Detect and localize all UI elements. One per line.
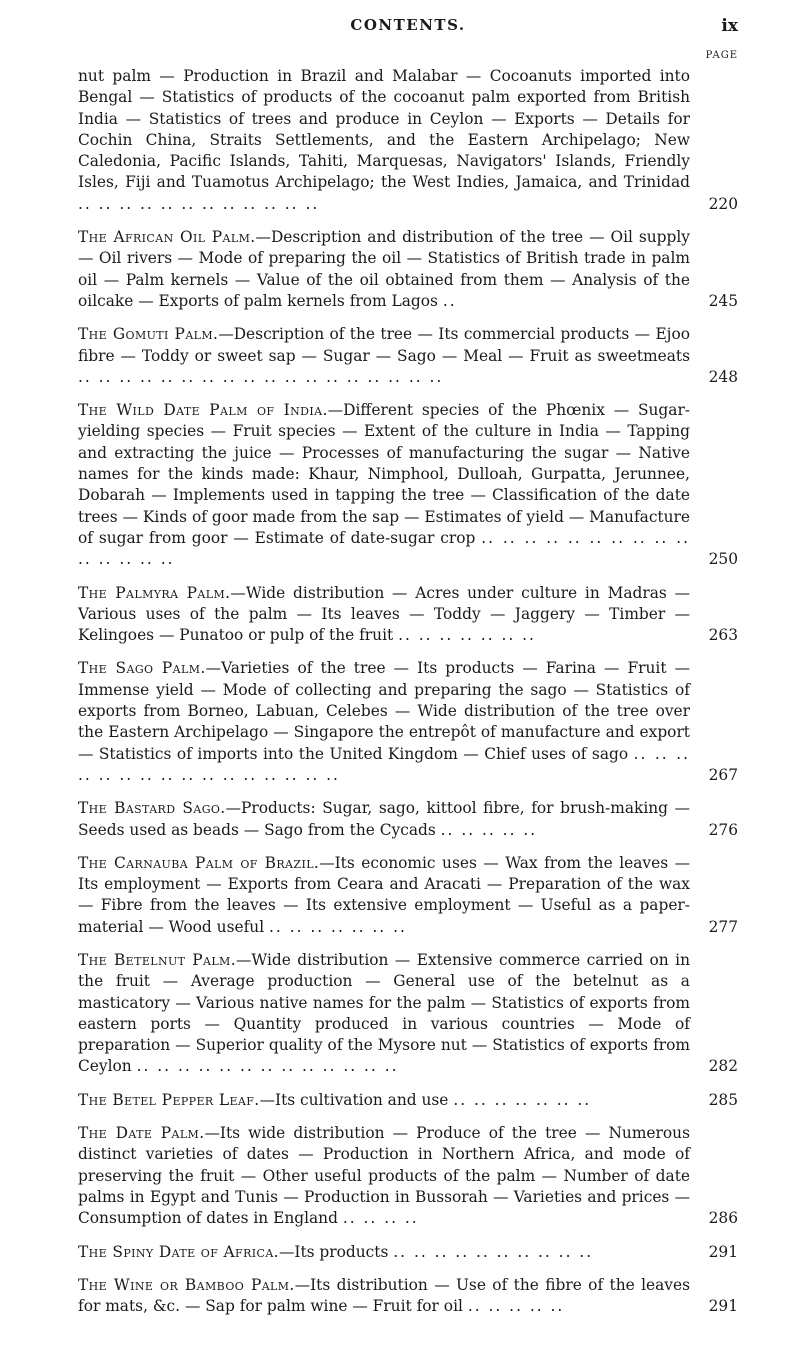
entry-text: —Its products: [278, 1242, 389, 1261]
entry-page-number: 220: [708, 194, 738, 213]
leader-dots: .. .. .. .. .. .. .. .. .. .. .. ..: [78, 194, 320, 213]
entry-title: The Bastard Sago.: [78, 799, 226, 818]
leader-dots: .. .. .. .. .. .. .. .. .. ..: [393, 1242, 594, 1261]
contents-entry: [78, 950, 738, 1078]
leader-dots: .. .. .. .. .. .. ..: [453, 1090, 592, 1109]
leader-dots: .. .. .. .. .. .. ..: [269, 917, 407, 936]
entry-text: —Its cultivation and use: [259, 1090, 449, 1109]
leader-dots: .. .. .. .. ..: [467, 1297, 565, 1316]
entry-page-number: 286: [708, 1209, 738, 1228]
entry-text: nut palm — Production in Brazil and Malabar — Cocoanuts imported into Bengal — Statistics of products of the cocoanut palm exported from British India — Statistics of trees and produce in Ceylon — Exports — Details for Cochin China, Straits Settlements, and the Eastern Archipelago; New Caledonia, Pacific Islands, Tahiti, Marquesas, Navigators' Islands, Friendly Isles, Fiji and Tuamotus Archipelago; the West Indies, Jamaica, and Trinidad: [78, 67, 690, 192]
contents-entry: [78, 66, 738, 215]
entry-text: —Its economic uses — Wax from the leaves — Its employment — Exports from Ceara and Aracati — Preparation of the wax — Fibre from the leaves — Its extensive employment — Useful as a paper-material — Wood useful: [78, 853, 690, 936]
contents-entry: [78, 400, 738, 570]
contents-entry: [78, 853, 738, 938]
entry-title: The Carnauba Palm of Brazil.: [78, 853, 320, 872]
contents-entry: [78, 798, 738, 841]
contents-entry: [78, 583, 738, 647]
entry-title: The Spiny Date of Africa.: [78, 1242, 279, 1261]
entry-text: —Description and distribution of the tree — Oil supply — Oil rivers — Mode of preparing the oil — Statistics of British trade in palm oil — Palm kernels — Value of the oil obtained from them — Analysis of the oilcake — Exports of palm kernels from Lagos: [78, 228, 690, 310]
contents-entry: [78, 324, 738, 388]
contents-list: [78, 66, 738, 1329]
entry-text: —Different species of the Phœnix — Sugar-yielding species — Fruit species — Extent of the culture in India — Tapping and extracting the juice — Processes of manufacturing the sugar — Native names for the kinds made: Khaur, Nimphool, Dulloah, Gurpatta, Jerunnee, Dobarah — Implements used in tapping the tree — Classification of the date trees — Kinds of goor made from the sap — Estimates of yield — Manufacture of sugar from goor — Estimate of date-sugar crop: [78, 401, 690, 547]
entry-page-number: 285: [708, 1090, 738, 1109]
leader-dots: .. .. .. .. .. .. .. .. .. .. .. .. .. .. .. .. .. ..: [78, 367, 444, 386]
contents-entry: [78, 1242, 738, 1263]
entry-title: The Wine or Bamboo Palm.: [78, 1275, 295, 1294]
entry-text: —Description of the tree — Its commercial products — Ejoo fibre — Toddy or sweet sap — Sugar — Sago — Meal — Fruit as sweetmeats: [78, 325, 690, 365]
running-title: CONTENTS.: [350, 16, 466, 34]
entry-page-number: 263: [708, 626, 738, 645]
entry-page-number: 267: [708, 765, 738, 784]
entry-title: The Gomuti Palm.: [78, 325, 219, 344]
contents-entry: [78, 1123, 738, 1229]
entry-title: The Date Palm.: [78, 1124, 205, 1143]
entry-text: —Varieties of the tree — Its products — Farina — Fruit — Immense yield — Mode of collecting and preparing the sago — Statistics of exports from Borneo, Labuan, Celebes — Wide distribution of the tree over the Eastern Archipelago — Singapore the entrepôt of manufacture and export — Statistics of imports into the United Kingdom — Chief uses of sago: [78, 659, 690, 763]
contents-entry: [78, 658, 738, 786]
entry-title: The African Oil Palm.: [78, 228, 256, 247]
entry-page-number: 245: [708, 291, 738, 310]
entry-page-number: 277: [708, 917, 738, 936]
page-number: ix: [721, 16, 738, 36]
entry-text: —Products: Sugar, sago, kittool fibre, for brush-making — Seeds used as beads — Sago from the Cycads: [78, 799, 690, 839]
leader-dots: .. .. .. .. .. .. .. .. .. .. .. .. ..: [136, 1057, 399, 1076]
entry-page-number: 291: [708, 1242, 738, 1261]
leader-dots: .. .. .. .. .. .. ..: [398, 626, 536, 645]
contents-entry: [78, 1275, 738, 1318]
entry-text: —Its wide distribution — Produce of the tree — Numerous distinct varieties of dates — Production in Northern Africa, and mode of preserving the fruit — Other useful products of the palm — Number of date palms in Egypt and Tunis — Production in Bussorah — Varieties and prices — Consumption of dates in England: [78, 1124, 690, 1228]
page-column-label: PAGE: [705, 50, 738, 61]
entry-page-number: 276: [708, 820, 738, 839]
entry-page-number: 250: [708, 550, 738, 569]
entry-title: The Sago Palm.: [78, 659, 206, 678]
entry-title: The Palmyra Palm.: [78, 583, 231, 602]
entry-text: —Wide distribution — Extensive commerce carried on in the fruit — Average production — General use of the betelnut as a masticatory — Various native names for the palm — Statistics of exports from eastern ports — Quantity produced in various countries — Mode of preparation — Superior quality of the Mysore nut — Statistics of exports from Ceylon: [78, 950, 690, 1076]
entry-page-number: 282: [708, 1057, 738, 1076]
entry-page-number: 248: [708, 367, 738, 386]
running-head: [78, 16, 738, 40]
leader-dots: ..: [442, 291, 457, 310]
entry-title: The Betelnut Palm.: [78, 950, 236, 969]
entry-page-number: 291: [708, 1297, 738, 1316]
leader-dots: .. .. .. ..: [342, 1209, 419, 1228]
contents-entry: [78, 227, 738, 312]
entry-title: The Betel Pepper Leaf.: [78, 1090, 260, 1109]
entry-text: —Its distribution — Use of the fibre of the leaves for mats, &c. — Sap for palm wine — Fruit for oil: [78, 1275, 690, 1316]
leader-dots: .. .. .. .. .. .. .. .. .. .. .. .. .. .. ..: [78, 528, 690, 569]
leader-dots: .. .. .. .. .. .. .. .. .. .. .. .. .. .. .. ..: [78, 744, 690, 784]
leader-dots: .. .. .. .. ..: [440, 820, 538, 839]
entry-text: —Wide distribution — Acres under culture in Madras — Various uses of the palm — Its leaves — Toddy — Jaggery — Timber — Kelingoes — Punatoo or pulp of the fruit: [78, 583, 690, 645]
entry-title: The Wild Date Palm of India.: [78, 401, 328, 420]
contents-entry: [78, 1090, 738, 1111]
